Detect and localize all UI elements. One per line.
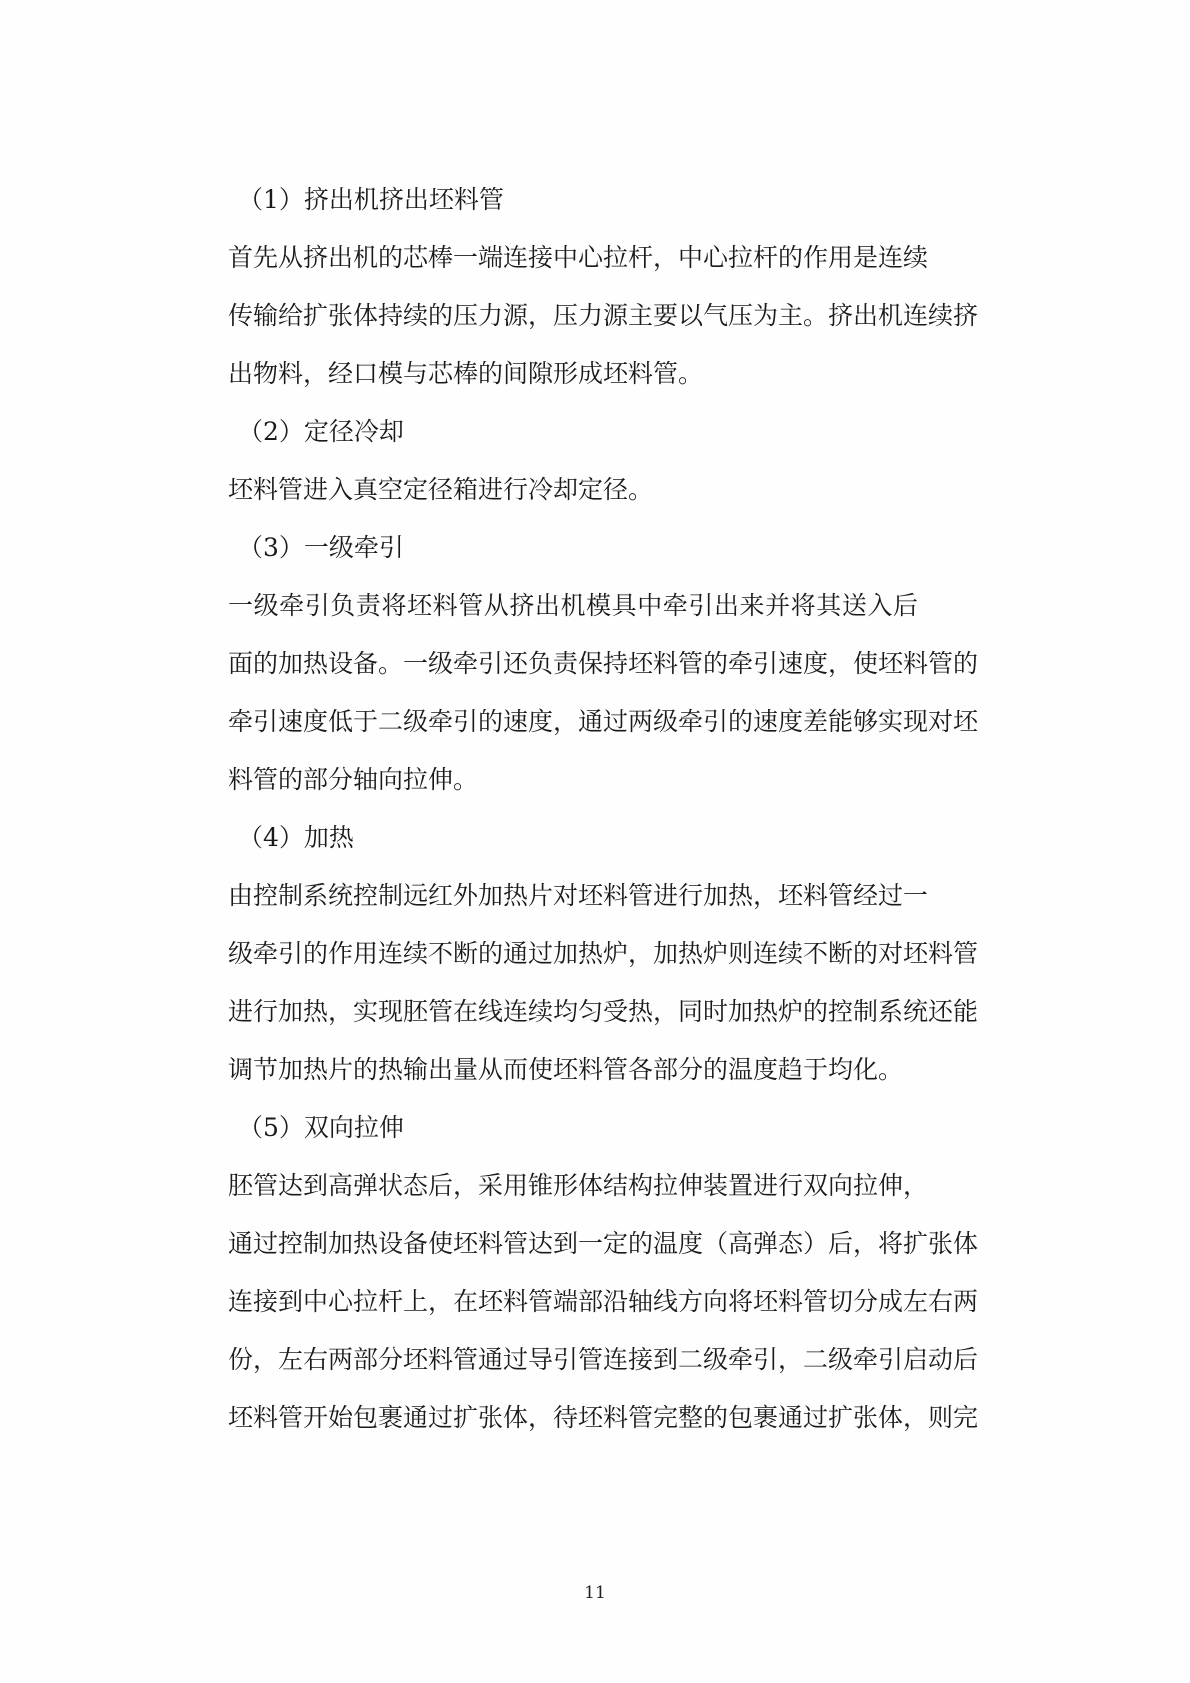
paragraph-line: 坯料管进入真空定径箱进行冷却定径。 [228,475,654,504]
section-paragraph [228,468,918,512]
document-body [228,178,979,1454]
section-paragraph [228,236,979,396]
section-heading: （1）挤出机挤出坯料管 [238,185,504,214]
paragraph-line: 牵引速度低于二级牵引的速度，通过两级牵引的速度差能够实现对坯 [228,707,979,736]
paragraph-line: 首先从挤出机的芯棒一端连接中心拉杆，中心拉杆的作用是连续 [228,243,929,272]
paragraph-line: 通过控制加热设备使坯料管达到一定的温度（高弹态）后，将扩张体 [228,1229,979,1258]
paragraph-line: 出物料，经口模与芯棒的间隙形成坯料管。 [228,359,704,388]
paragraph-line: 进行加热，实现胚管在线连续均匀受热，同时加热炉的控制系统还能 [228,997,979,1026]
paragraph-line: 胚管达到高弹状态后，采用锥形体结构拉伸装置进行双向拉伸， [228,1171,929,1200]
section-paragraph [228,874,979,1092]
section-heading: （5）双向拉伸 [238,1113,404,1142]
section-heading: （2）定径冷却 [238,417,404,446]
paragraph-line: 传输给扩张体持续的压力源，压力源主要以气压为主。挤出机连续挤 [228,301,979,330]
section-heading: （3）一级牵引 [238,533,404,562]
section-heading: （4）加热 [238,823,354,852]
paragraph-line: 由控制系统控制远红外加热片对坯料管进行加热，坯料管经过一 [228,881,929,910]
paragraph-line: 面的加热设备。一级牵引还负责保持坯料管的牵引速度，使坯料管的 [228,649,979,678]
paragraph-line: 份，左右两部分坯料管通过导引管连接到二级牵引，二级牵引启动后 [228,1345,979,1374]
paragraph-line: 料管的部分轴向拉伸。 [228,765,479,794]
paragraph-line: 一级牵引负责将坯料管从挤出机模具中牵引出来并将其送入后 [228,591,918,620]
paragraph-line: 调节加热片的热输出量从而使坯料管各部分的温度趋于均化。 [228,1055,904,1084]
paragraph-line: 连接到中心拉杆上，在坯料管端部沿轴线方向将坯料管切分成左右两 [228,1287,979,1316]
section-paragraph [228,584,979,802]
section-paragraph [228,1164,979,1440]
paragraph-line: 级牵引的作用连续不断的通过加热炉，加热炉则连续不断的对坯料管 [228,939,979,968]
paragraph-line: 坯料管开始包裹通过扩张体，待坯料管完整的包裹通过扩张体，则完 [228,1403,979,1432]
page-number: 11 [584,1583,606,1603]
